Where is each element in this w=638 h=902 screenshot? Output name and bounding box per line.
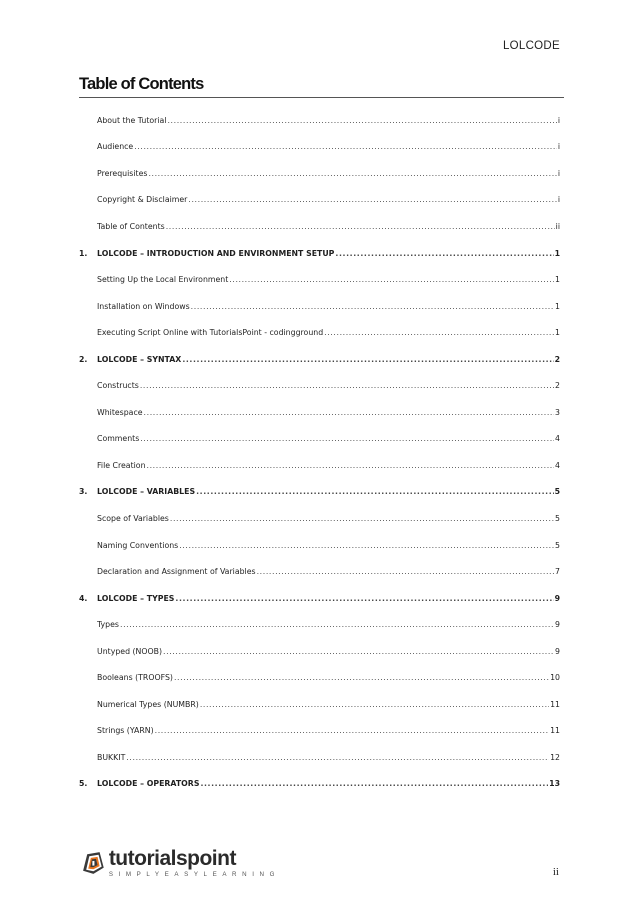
dot-leader	[175, 594, 553, 603]
toc-section-entry[interactable]	[0, 691, 638, 718]
dot-leader	[140, 381, 554, 390]
toc-section-entry[interactable]	[0, 664, 638, 691]
toc-entry-row	[97, 408, 560, 417]
dot-leader	[191, 302, 554, 311]
toc-entry-row	[97, 541, 560, 550]
running-header: LOLCODE	[502, 40, 560, 52]
toc-entry-row	[97, 302, 560, 311]
page-number: ii	[552, 866, 559, 878]
chapter-number: 2.	[79, 354, 88, 364]
dot-leader	[126, 753, 549, 762]
toc-entry-page: 2	[554, 354, 560, 364]
toc-entry-title: LOLCODE – INTRODUCTION AND ENVIRONMENT SETUP	[97, 248, 335, 258]
toc-entry-row	[97, 514, 560, 523]
toc-chapter-entry[interactable]	[0, 346, 638, 373]
toc-entry-page: 2	[555, 381, 560, 391]
toc-entry-page: i	[557, 115, 560, 125]
dot-leader	[196, 487, 553, 496]
toc-entry-page: 9	[554, 593, 560, 603]
toc-entry-row	[97, 142, 560, 151]
tutorialspoint-logo-icon	[80, 838, 107, 888]
chapter-number: 5.	[79, 779, 88, 789]
toc-section-entry[interactable]	[0, 160, 638, 187]
toc-chapter-entry[interactable]	[0, 771, 638, 798]
toc-section-entry[interactable]	[0, 611, 638, 638]
toc-chapter-entry[interactable]	[0, 479, 638, 506]
toc-entry-title: Constructs	[97, 381, 139, 391]
toc-entry-page: 1	[555, 301, 560, 311]
toc-entry-row	[97, 753, 560, 762]
heading-divider	[79, 97, 564, 98]
toc-entry-title: LOLCODE – OPERATORS	[97, 779, 200, 789]
toc-chapter-entry[interactable]	[0, 585, 638, 612]
toc-entry-title: Booleans (TROOFS)	[97, 673, 173, 683]
toc-entry-title: Comments	[97, 434, 140, 444]
toc-section-entry[interactable]	[0, 213, 638, 240]
toc-section-entry[interactable]	[0, 319, 638, 346]
toc-entry-row	[97, 381, 560, 390]
toc-section-entry[interactable]	[0, 399, 638, 426]
toc-section-entry[interactable]	[0, 638, 638, 665]
dot-leader	[147, 461, 555, 470]
toc-section-entry[interactable]	[0, 558, 638, 585]
dot-leader	[155, 726, 549, 735]
toc-entry-title: Executing Script Online with TutorialsPoint - codingground	[97, 328, 324, 338]
toc-section-entry[interactable]	[0, 293, 638, 320]
dot-leader	[257, 567, 554, 576]
toc-entry-page: 11	[550, 699, 560, 709]
toc-entry-row	[97, 355, 560, 364]
toc-section-entry[interactable]	[0, 372, 638, 399]
toc-entry-page: 11	[550, 726, 560, 736]
toc-section-entry[interactable]	[0, 532, 638, 559]
toc-entry-title: LOLCODE – SYNTAX	[97, 354, 182, 364]
toc-entry-title: Naming Conventions	[97, 540, 179, 550]
dot-leader	[324, 328, 554, 337]
toc-entry-page: 9	[555, 620, 560, 630]
toc-section-entry[interactable]	[0, 134, 638, 161]
logo-wordmark: tutorialspoint	[108, 847, 236, 870]
toc-entry-row	[97, 487, 560, 496]
chapter-number: 1.	[79, 248, 88, 258]
tutorialspoint-logo	[80, 838, 280, 888]
dot-leader	[179, 541, 554, 550]
toc-entry-row	[97, 620, 560, 629]
toc-section-entry[interactable]	[0, 107, 638, 134]
toc-entry-title: Declaration and Assignment of Variables	[97, 567, 256, 577]
toc-entry-page: 9	[555, 646, 560, 656]
toc-section-entry[interactable]	[0, 426, 638, 453]
toc-entry-title: LOLCODE – TYPES	[97, 593, 175, 603]
dot-leader	[170, 514, 554, 523]
toc-entry-title: Types	[97, 620, 119, 630]
toc-entry-title: Scope of Variables	[97, 513, 169, 523]
toc-entry-title: Audience	[97, 142, 134, 152]
toc-entry-page: 1	[554, 248, 560, 258]
toc-entry-row	[97, 195, 560, 204]
toc-entry-title: Strings (YARN)	[97, 726, 154, 736]
chapter-number: 4.	[79, 593, 88, 603]
toc-entry-row	[97, 700, 560, 709]
toc-entry-title: Setting Up the Local Environment	[97, 275, 229, 285]
toc-section-entry[interactable]	[0, 452, 638, 479]
toc-entry-row	[97, 673, 560, 682]
toc-entry-title: LOLCODE – VARIABLES	[97, 487, 196, 497]
dot-leader	[120, 620, 554, 629]
chapter-number: 3.	[79, 487, 88, 497]
toc-entry-title: File Creation	[97, 460, 146, 470]
dot-leader	[163, 647, 554, 656]
toc-entry-page: 10	[550, 673, 560, 683]
dot-leader	[188, 195, 556, 204]
dot-leader	[229, 275, 554, 284]
toc-section-entry[interactable]	[0, 266, 638, 293]
toc-entry-row	[97, 434, 560, 443]
dot-leader	[166, 222, 555, 231]
toc-entry-row	[97, 594, 560, 603]
toc-entry-title: About the Tutorial	[97, 115, 167, 125]
toc-entry-row	[97, 116, 560, 125]
toc-entry-title: Table of Contents	[97, 221, 165, 231]
toc-entry-title: BUKKIT	[97, 752, 126, 762]
toc-entry-page: 12	[550, 752, 560, 762]
toc-entry-row	[97, 647, 560, 656]
dot-leader	[335, 249, 553, 258]
toc-entry-page: 1	[555, 328, 560, 338]
toc-entry-row	[97, 726, 560, 735]
dot-leader	[200, 779, 548, 788]
toc-entry-page: 5	[554, 487, 560, 497]
toc-entry-title: Whitespace	[97, 407, 143, 417]
toc-entry-title: Numerical Types (NUMBR)	[97, 699, 199, 709]
dot-leader	[182, 355, 553, 364]
toc-entry-title: Untyped (NOOB)	[97, 646, 163, 656]
toc-entry-row	[97, 779, 560, 788]
toc-list	[0, 107, 638, 797]
toc-entry-page: ii	[555, 221, 560, 231]
toc-section-entry[interactable]	[0, 505, 638, 532]
dot-leader	[140, 434, 554, 443]
toc-entry-row	[97, 328, 560, 337]
dot-leader	[167, 116, 556, 125]
toc-section-entry[interactable]	[0, 744, 638, 771]
toc-entry-row	[97, 461, 560, 470]
toc-entry-row	[97, 567, 560, 576]
toc-entry-page: 5	[555, 513, 560, 523]
toc-entry-page: i	[557, 195, 560, 205]
toc-entry-row	[97, 249, 560, 258]
toc-section-entry[interactable]	[0, 187, 638, 214]
dot-leader	[134, 142, 557, 151]
toc-entry-row	[97, 275, 560, 284]
toc-entry-page: 13	[549, 779, 560, 789]
toc-heading: Table of Contents	[79, 75, 204, 93]
toc-entry-title: Installation on Windows	[97, 301, 190, 311]
toc-entry-page: 4	[555, 460, 560, 470]
logo-tagline: SIMPLYEASYLEARNING	[108, 871, 280, 878]
dot-leader	[148, 169, 556, 178]
toc-entry-page: 3	[555, 407, 560, 417]
toc-entry-page: i	[557, 142, 560, 152]
toc-entry-title: Prerequisites	[97, 168, 148, 178]
toc-entry-page: 5	[555, 540, 560, 550]
dot-leader	[174, 673, 549, 682]
toc-entry-page: 1	[555, 275, 560, 285]
toc-entry-title: Copyright & Disclaimer	[97, 195, 188, 205]
dot-leader	[200, 700, 549, 709]
toc-entry-row	[97, 169, 560, 178]
dot-leader	[144, 408, 554, 417]
toc-entry-page: i	[557, 168, 560, 178]
toc-section-entry[interactable]	[0, 718, 638, 745]
toc-chapter-entry[interactable]	[0, 240, 638, 267]
toc-entry-page: 7	[555, 567, 560, 577]
toc-entry-row	[97, 222, 560, 231]
toc-entry-page: 4	[555, 434, 560, 444]
